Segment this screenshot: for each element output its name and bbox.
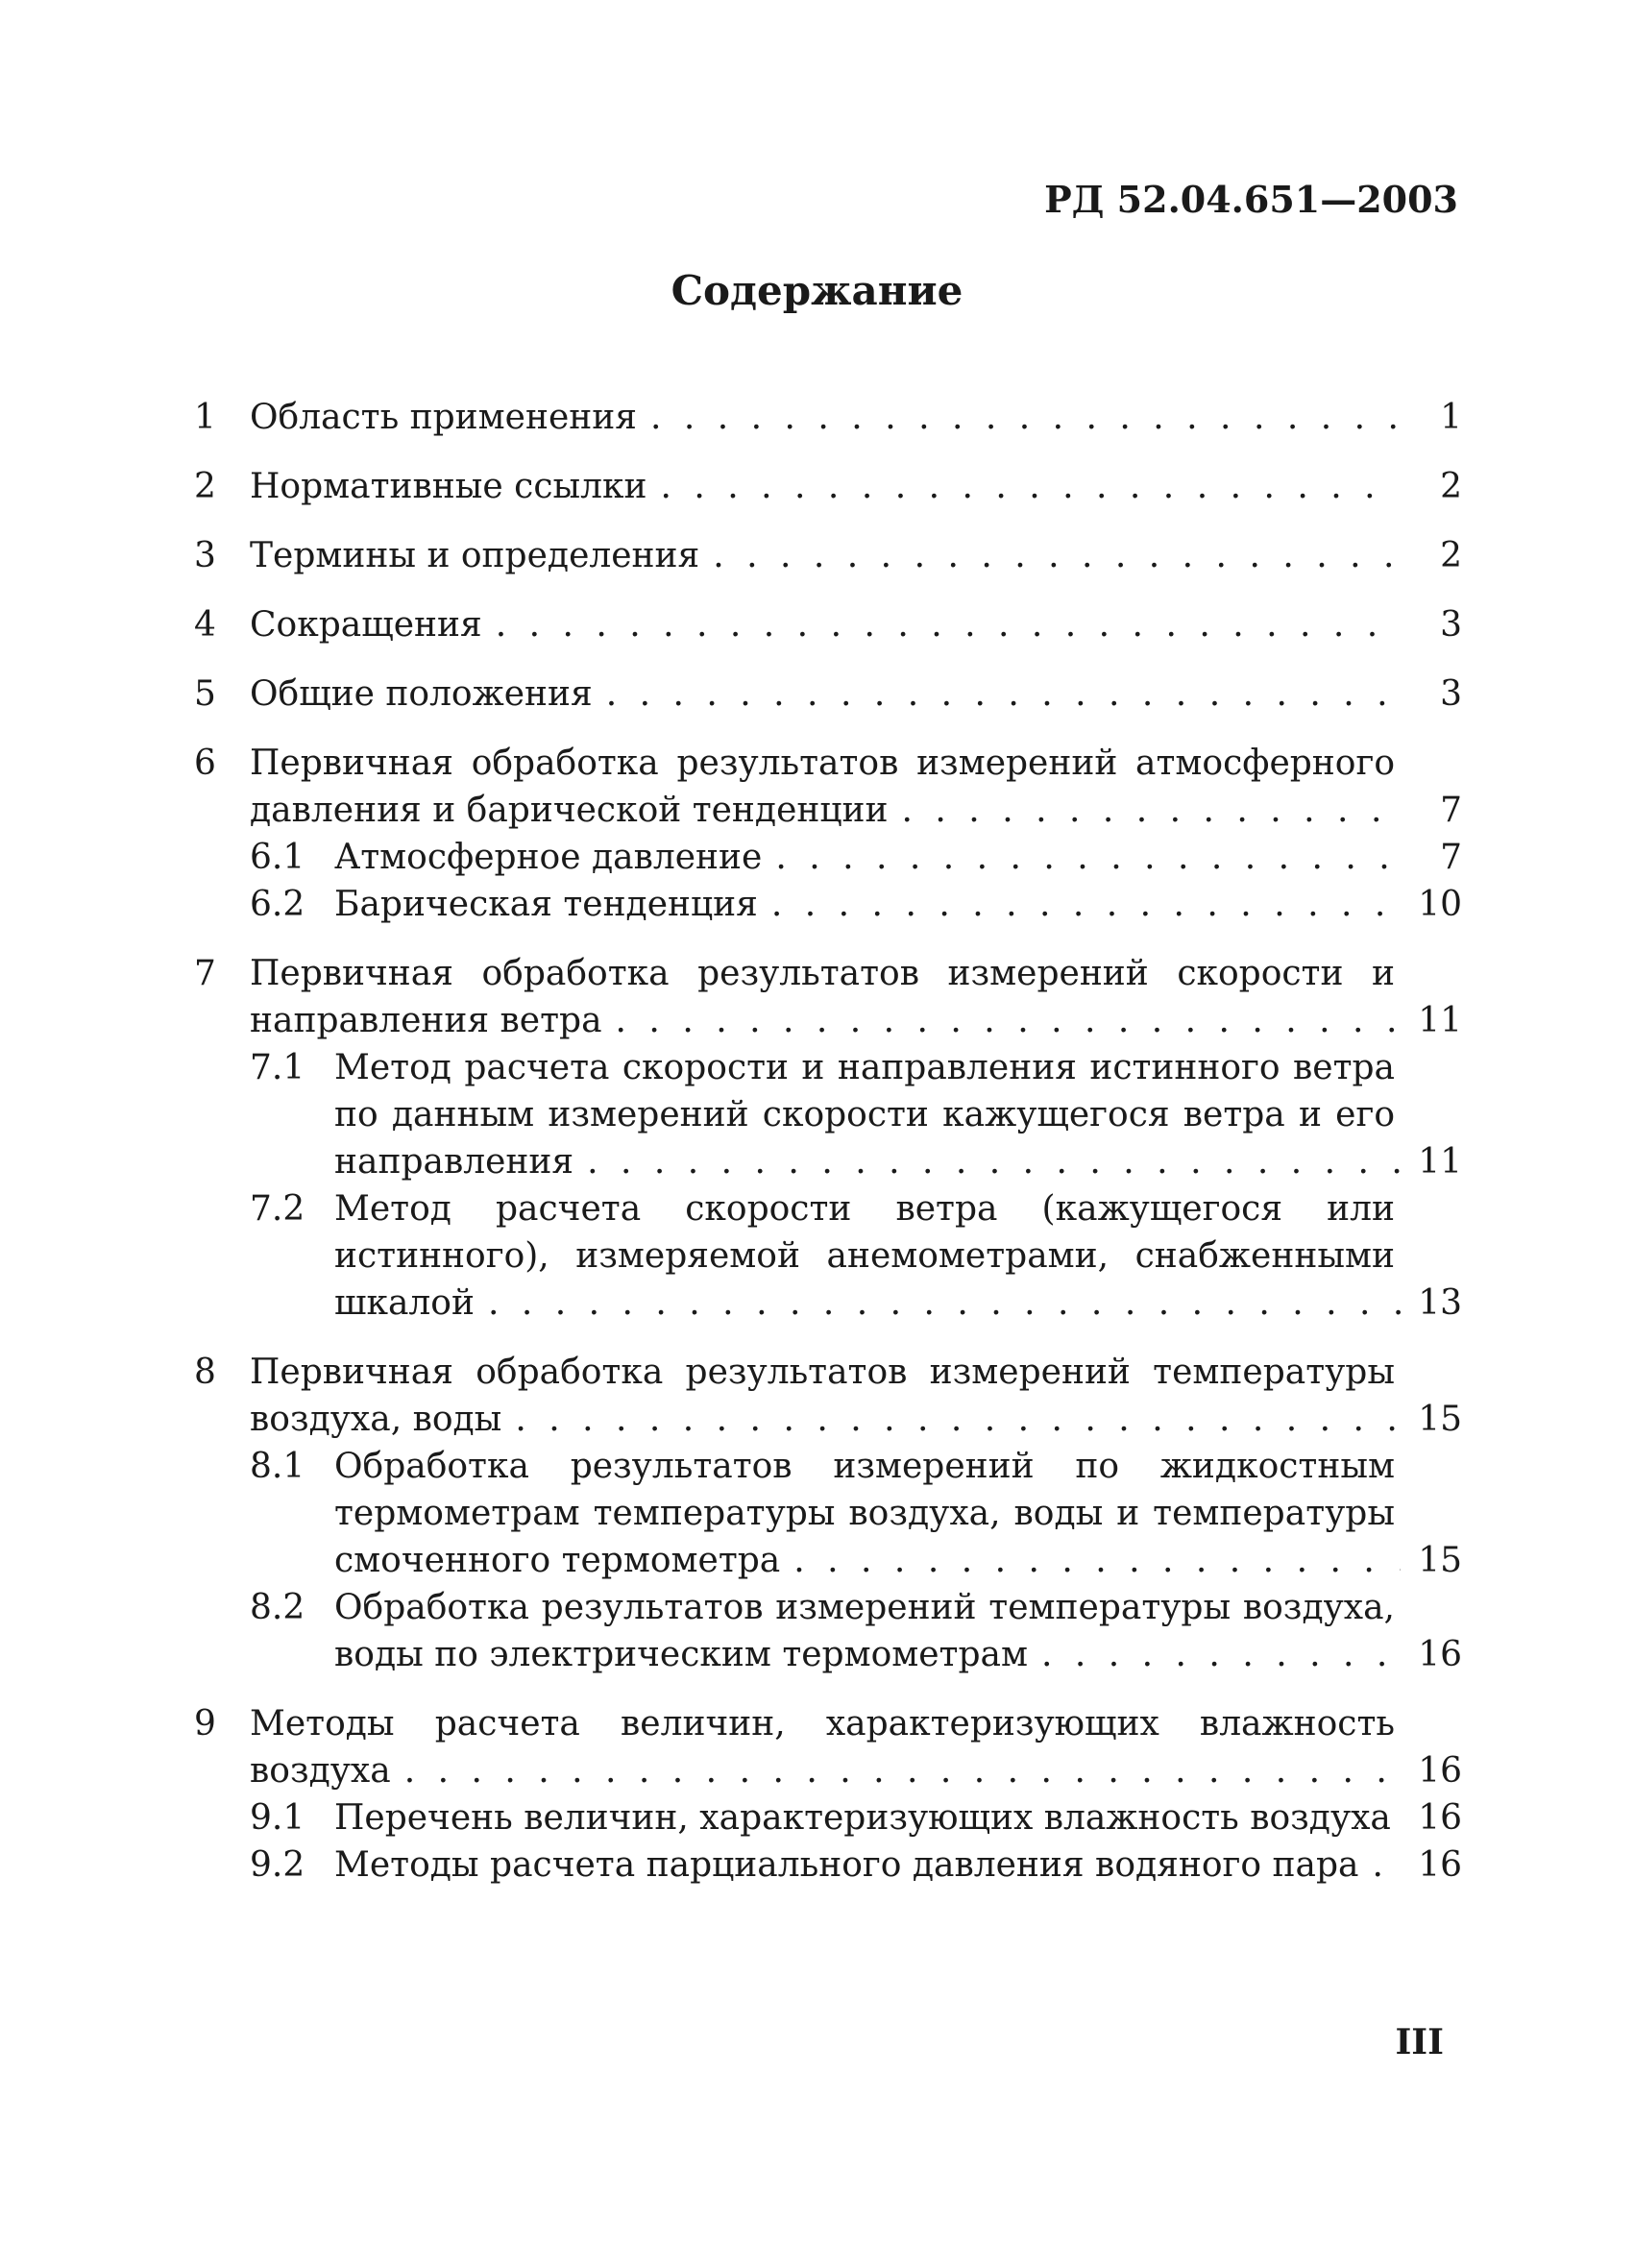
toc-entry-number: 4	[194, 605, 216, 645]
toc-subentry[interactable]	[194, 1841, 1462, 1889]
toc-entry-title: Нормативные ссылки	[250, 467, 651, 506]
toc-entry-number: 7.2	[250, 1189, 305, 1229]
toc-entry[interactable]	[194, 601, 1462, 648]
toc-subentry[interactable]	[194, 1044, 1462, 1185]
toc-entry-title: Общие положения	[250, 674, 597, 714]
toc-entry-title: Термины и определения	[250, 536, 703, 575]
toc-entry-page: 15	[1401, 1396, 1462, 1443]
toc-entry-title: Барическая тенденция	[334, 885, 762, 924]
toc-entry-page: 16	[1401, 1841, 1462, 1889]
toc-entry-page: 2	[1401, 463, 1462, 510]
toc-entry-text-block	[250, 601, 1462, 648]
toc-entry[interactable]	[194, 950, 1462, 1044]
toc-entry-title: Методы расчета парциального давления водяного пара	[334, 1845, 1362, 1885]
toc-entry-text-block	[250, 532, 1462, 579]
toc-entry-number: 5	[194, 674, 216, 714]
toc-subentry[interactable]	[194, 1584, 1462, 1678]
toc-entry-page: 16	[1401, 1794, 1462, 1841]
toc-entry-text-block	[334, 1584, 1462, 1678]
page-number: III	[1395, 2022, 1444, 2062]
toc-entry-title: Сокращения	[250, 605, 486, 645]
toc-entry-number: 6	[194, 744, 216, 783]
toc-entry-title: Первичная обработка результатов измерений температуры воздуха, воды	[250, 1353, 1395, 1439]
toc-entry-title: Метод расчета скорости и направления истинного ветра по данным измерений скорости кажущегося ветра и его направления	[334, 1048, 1395, 1182]
toc-entry-number: 1	[194, 398, 216, 437]
toc-entry-number: 2	[194, 467, 216, 506]
toc-entry-page: 15	[1401, 1537, 1462, 1584]
toc-entry-title: Обработка результатов измерений по жидкостным термометрам температуры воздуха, воды и температуры смоченного термометра	[334, 1447, 1395, 1580]
toc-entry[interactable]	[194, 671, 1462, 718]
toc-entry-number: 7	[194, 954, 216, 993]
toc-entry-text-block	[334, 1841, 1462, 1889]
toc-entry-page: 7	[1401, 834, 1462, 881]
toc-entry-text-block	[334, 881, 1462, 928]
toc-entry-title: Обработка результатов измерений температуры воздуха, воды по электрическим термометрам	[334, 1588, 1395, 1674]
toc-entry-number: 8	[194, 1353, 216, 1392]
toc-entry-number: 8.2	[250, 1588, 305, 1627]
toc-subentry[interactable]	[194, 1794, 1462, 1841]
toc-entry-page: 7	[1401, 787, 1462, 834]
toc-entry[interactable]	[194, 740, 1462, 834]
toc-entry-text-block	[250, 463, 1462, 510]
toc-subentry[interactable]	[194, 834, 1462, 881]
toc-entry-page: 11	[1401, 997, 1462, 1044]
toc-entry-text-block	[250, 671, 1462, 718]
toc-entry-text-block	[250, 740, 1462, 834]
toc-entry-text-block	[334, 1443, 1462, 1584]
toc-entry-text-block	[250, 950, 1462, 1044]
toc-entry-number: 9.1	[250, 1798, 305, 1838]
toc-entry-number: 9	[194, 1704, 216, 1744]
toc-entry-page: 13	[1401, 1280, 1462, 1327]
toc-entry-title: Первичная обработка результатов измерений атмосферного давления и барической тенденции	[250, 744, 1395, 830]
toc-entry-number: 3	[194, 536, 216, 575]
toc-entry-title: Перечень величин, характеризующих влажность воздуха	[334, 1798, 1395, 1838]
toc-entry-number: 9.2	[250, 1845, 305, 1885]
toc-entry-title: Область применения	[250, 398, 641, 437]
toc-entry-page: 10	[1401, 881, 1462, 928]
toc-entry-number: 6.2	[250, 885, 305, 924]
toc-subentry[interactable]	[194, 1185, 1462, 1327]
toc-entry-text-block	[250, 1700, 1462, 1794]
toc-entry-number: 8.1	[250, 1447, 305, 1486]
toc-entry-page: 1	[1401, 394, 1462, 441]
toc-entry-page: 2	[1401, 532, 1462, 579]
toc-entry[interactable]	[194, 394, 1462, 441]
toc-entry-title: Первичная обработка результатов измерений скорости и направления ветра	[250, 954, 1395, 1040]
toc-entry-text-block	[250, 1349, 1462, 1443]
toc-entry[interactable]	[194, 1349, 1462, 1443]
toc-entry[interactable]	[194, 463, 1462, 510]
table-of-contents	[194, 394, 1462, 1889]
toc-entry-text-block	[334, 834, 1462, 881]
toc-entry-text-block	[334, 1185, 1462, 1327]
toc-entry-number: 6.1	[250, 838, 305, 877]
document-code: РД 52.04.651—2003	[1044, 178, 1458, 221]
toc-entry-page: 11	[1401, 1138, 1462, 1185]
toc-entry-page: 3	[1401, 671, 1462, 718]
page-title: Содержание	[671, 267, 963, 314]
toc-subentry[interactable]	[194, 881, 1462, 928]
toc-entry-page: 16	[1401, 1631, 1462, 1678]
toc-entry-text-block	[334, 1794, 1462, 1841]
toc-entry-text-block	[334, 1044, 1462, 1185]
toc-subentry[interactable]	[194, 1443, 1462, 1584]
toc-entry-number: 7.1	[250, 1048, 305, 1087]
toc-entry-page: 3	[1401, 601, 1462, 648]
toc-entry-title: Методы расчета величин, характеризующих влажность воздуха	[250, 1704, 1395, 1791]
toc-entry[interactable]	[194, 532, 1462, 579]
toc-entry-text-block	[250, 394, 1462, 441]
toc-entry-title: Метод расчета скорости ветра (кажущегося или истинного), измеряемой анемометрами, снабженными шкалой	[334, 1189, 1395, 1323]
toc-entry-page: 16	[1401, 1747, 1462, 1794]
toc-entry[interactable]	[194, 1700, 1462, 1794]
toc-entry-title: Атмосферное давление	[334, 838, 766, 877]
